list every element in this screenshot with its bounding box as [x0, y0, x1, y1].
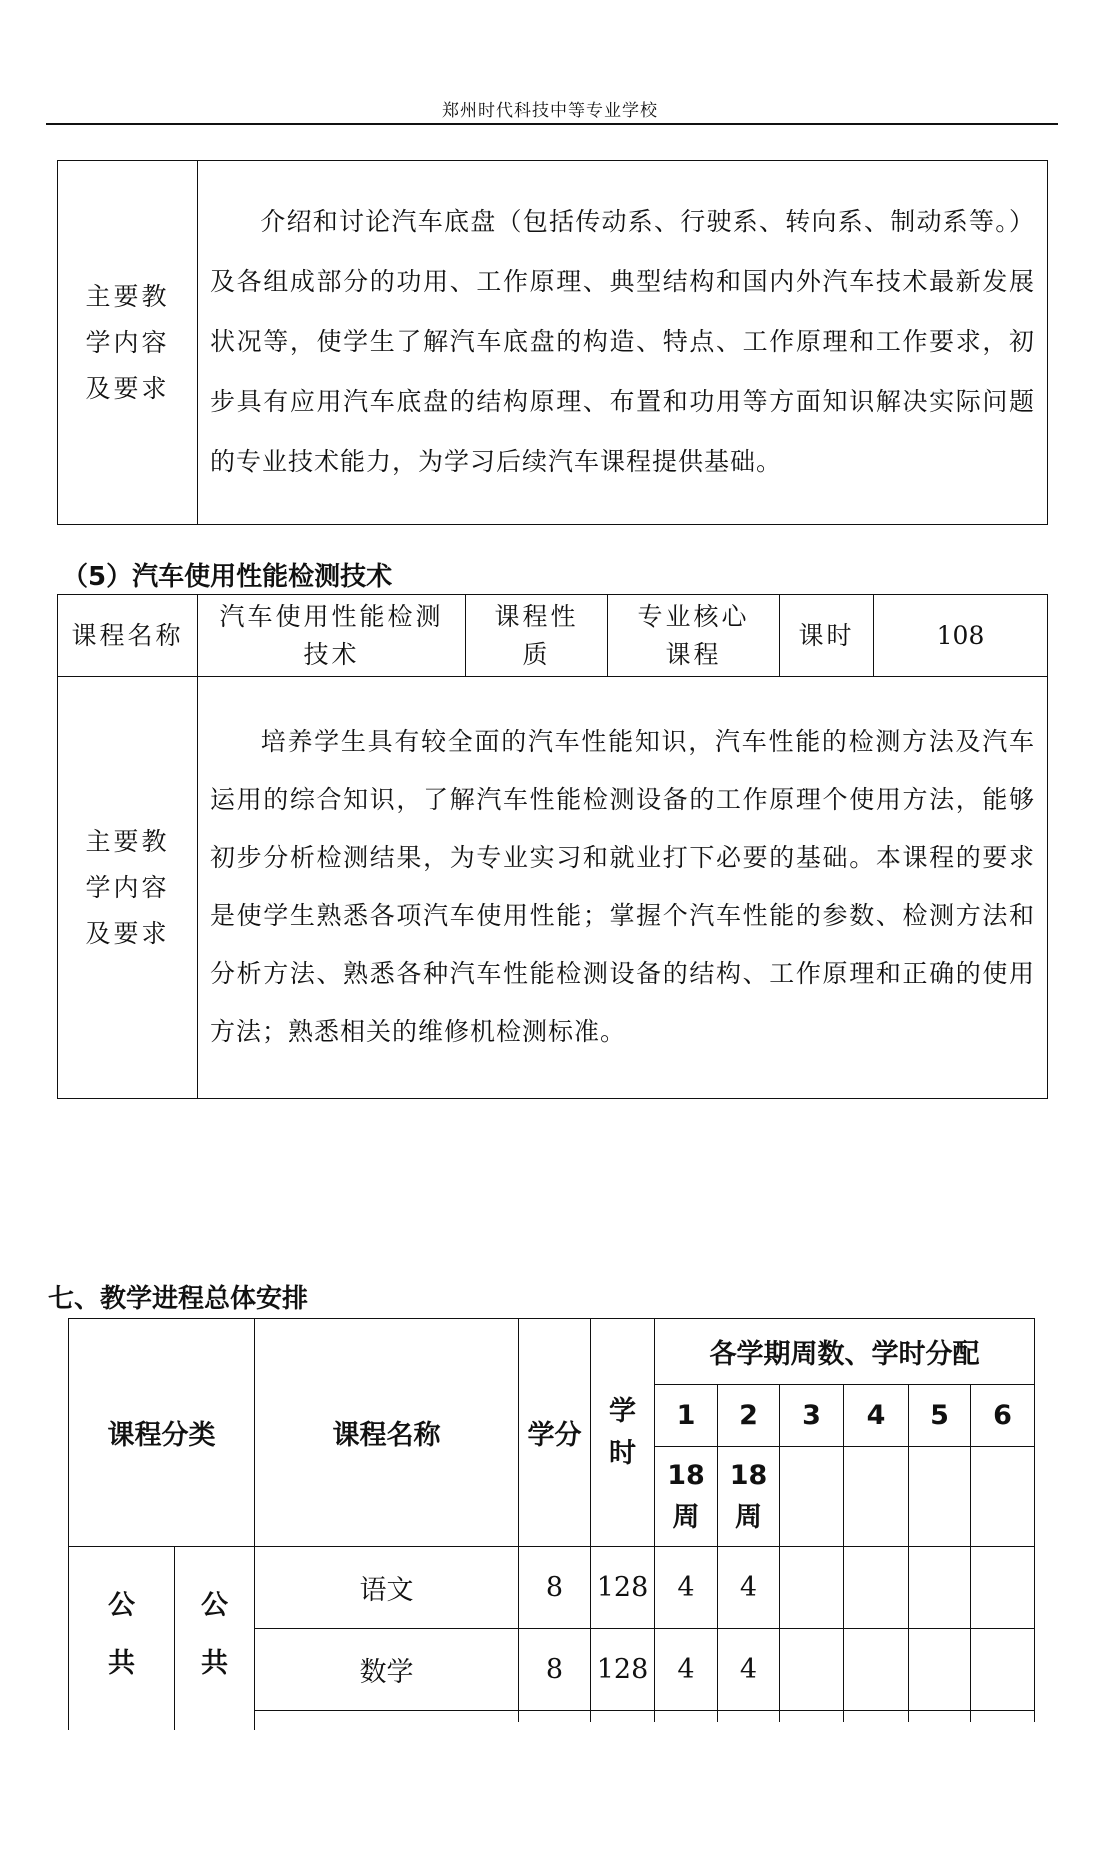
course-name-cell: 数学	[255, 1629, 519, 1711]
semester-6: 6	[971, 1385, 1035, 1447]
semester-4: 4	[844, 1385, 909, 1447]
content-label: 主要教 学内容 及要求	[58, 677, 198, 1099]
content-label: 主要教 学内容 及要求	[58, 161, 198, 525]
semester-6-weeks	[971, 1447, 1035, 1547]
category-public: 公 共	[69, 1547, 175, 1771]
semester-2-hours-cell: 4	[718, 1629, 780, 1711]
semester-5: 5	[909, 1385, 971, 1447]
content-text: 培养学生具有较全面的汽车性能知识，汽车性能的检测方法及汽车运用的综合知识，了解汽车性能检测设备的工作原理个使用方法，能够初步分析检测结果，为专业实习和就业打下必要的基础。本课程的要求是使学生熟悉各项汽车使用性能；掌握个汽车性能的参数、检测方法和分析方法、熟悉各种汽车性能检测设备的结构、工作原理和正确的使用方法；熟悉相关的维修机检测标准。	[198, 677, 1048, 1099]
course-table-testing	[57, 594, 1048, 1099]
credit-cell: 8	[519, 1547, 591, 1629]
course-nature-label: 课程性质	[466, 595, 608, 677]
table-continuation-line	[254, 1722, 255, 1730]
header-rule	[46, 123, 1058, 125]
semester-2: 2	[718, 1385, 780, 1447]
semester-2-weeks: 18 周	[718, 1447, 780, 1547]
course-table-chassis	[57, 160, 1048, 525]
semester-5-weeks	[909, 1447, 971, 1547]
table-continuation-line	[174, 1722, 175, 1730]
header-credit: 学分	[519, 1319, 591, 1547]
table-row	[69, 1547, 1035, 1629]
semester-2-hours-cell: 4	[718, 1547, 780, 1629]
content-text: 介绍和讨论汽车底盘（包括传动系、行驶系、转向系、制动系等。）及各组成部分的功用、工作原理、典型结构和国内外汽车技术最新发展状况等，使学生了解汽车底盘的构造、特点、工作原理和工作要求，初步具有应用汽车底盘的结构原理、布置和功用等方面知识解决实际问题的专业技术能力，为学习后续汽车课程提供基础。	[198, 161, 1048, 525]
header-course-name: 课程名称	[255, 1319, 519, 1547]
semester-1: 1	[655, 1385, 718, 1447]
course-hours-label: 课时	[780, 595, 874, 677]
course-hours-value: 108	[874, 595, 1048, 677]
course-name-label: 课程名称	[58, 595, 198, 677]
course-nature-value: 专业核心课程	[608, 595, 780, 677]
semester-4-weeks	[844, 1447, 909, 1547]
table-continuation-line	[68, 1722, 69, 1730]
semester-3: 3	[780, 1385, 844, 1447]
hours-cell: 128	[591, 1629, 655, 1711]
semester-3-weeks	[780, 1447, 844, 1547]
semester-1-hours-cell: 4	[655, 1547, 718, 1629]
header-semester-allocation: 各学期周数、学时分配	[655, 1319, 1035, 1385]
section-title-5: （5）汽车使用性能检测技术	[62, 562, 393, 592]
course-name-cell: 语文	[255, 1547, 519, 1629]
page-bottom-margin	[0, 1722, 1100, 1871]
header-hours: 学 时	[591, 1319, 655, 1547]
teaching-schedule-table	[68, 1318, 1035, 1771]
semester-1-weeks: 18 周	[655, 1447, 718, 1547]
page-header-school: 郑州时代科技中等专业学校	[442, 101, 658, 121]
course-name-value: 汽车使用性能检测技术	[198, 595, 466, 677]
semester-1-hours-cell: 4	[655, 1629, 718, 1711]
header-course-category: 课程分类	[69, 1319, 255, 1547]
hours-cell: 128	[591, 1547, 655, 1629]
subcategory-public: 公 共	[175, 1547, 255, 1771]
credit-cell: 8	[519, 1629, 591, 1711]
section-title-7: 七、教学进程总体安排	[48, 1284, 309, 1314]
